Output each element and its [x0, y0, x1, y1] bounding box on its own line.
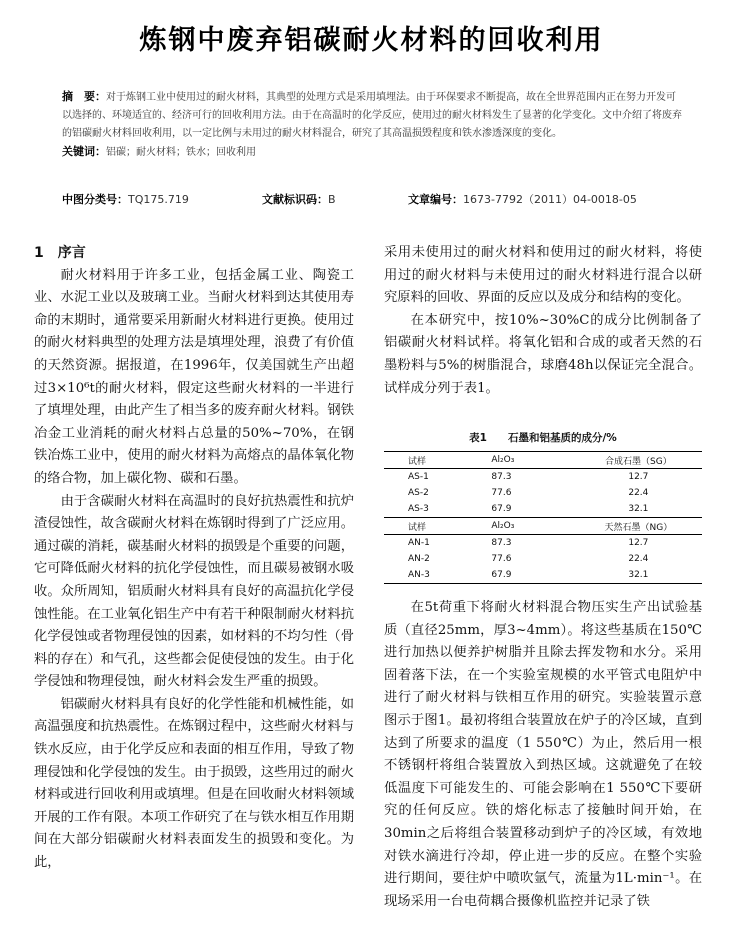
- header-cell: 合成石墨（SG）: [575, 452, 702, 469]
- table-cell: AS-2: [408, 488, 429, 498]
- table-cell: 67.9: [491, 504, 512, 514]
- header-cell: 天然石墨（NG）: [575, 518, 702, 535]
- table-cell: 77.6: [491, 488, 512, 498]
- keywords-label: 关键词：: [62, 145, 106, 158]
- table-row: [384, 485, 702, 501]
- table-row: [384, 535, 702, 552]
- table-cell: 12.7: [628, 538, 649, 548]
- table-cell: AS-1: [408, 472, 429, 482]
- table: [384, 451, 702, 584]
- table-cell: AN-2: [408, 554, 430, 564]
- table-row: [384, 469, 702, 486]
- doc-code-value: B: [328, 193, 336, 206]
- paper-title: 炼钢中废弃铝碳耐火材料的回收利用: [139, 25, 604, 56]
- table-row: [384, 551, 702, 567]
- table-cell: 22.4: [628, 488, 649, 498]
- article-id-label: 文章编号：: [408, 193, 463, 206]
- table-cell: 77.6: [491, 554, 512, 564]
- abstract-block: [62, 88, 682, 162]
- clc-value: TQ175.719: [128, 193, 189, 206]
- composition-table: [384, 430, 702, 584]
- paragraph: 在本研究中，按10%~30%C的成分比例制备了铝碳耐火材料试样。将氧化铝和合成的或者天然的石墨粉料与5%的树脂混合，球磨48h以保证完全混合。试样成分列于表1。: [384, 312, 702, 396]
- table-cell: 87.3: [491, 472, 512, 482]
- right-column-top: [384, 242, 702, 400]
- table-cell: 12.7: [628, 472, 649, 482]
- right-column-bottom: [384, 597, 702, 913]
- section-heading: 1 序言: [34, 245, 86, 261]
- paragraph: 由于含碳耐火材料在高温时的良好抗热震性和抗炉渣侵蚀性，故含碳耐火材料在炼钢时得到了广泛应用。通过碳的消耗，碳基耐火材料的损毁是个重要的问题，它可降低耐火材料的抗化学侵蚀性，而且碳易被钢水吸收。众所周知，铝质耐火材料具有良好的高温抗化学侵蚀性能。在工业氧化铝生产中有若干种限制耐火材料抗化学侵蚀或者物理侵蚀的因素，如材料的不均匀性（骨料的存在）和气孔，这些都会促使侵蚀的发生。由于化学侵蚀和物理侵蚀，耐火材料会发生严重的损毁。: [34, 493, 354, 690]
- table-caption: 表1 石墨和铝基质的成分/%: [469, 432, 617, 444]
- keywords-text: 铝碳；耐火材料；铁水；回收利用: [106, 147, 256, 158]
- clc-label: 中图分类号：: [62, 193, 128, 206]
- article-id-value: 1673-7792（2011）04-0018-05: [463, 193, 637, 206]
- table-cell: 67.9: [479, 567, 574, 584]
- table-row: [384, 567, 702, 584]
- table-row: [384, 501, 702, 518]
- table-header-row: [384, 452, 702, 469]
- abstract-label: 摘 要：: [62, 90, 106, 103]
- paragraph: 采用未使用过的耐火材料和使用过的耐火材料，将使用过的耐火材料与未使用过的耐火材料进行混合以研究原料的回收、界面的反应以及成分和结构的变化。: [384, 245, 702, 306]
- paragraph: 在5t荷重下将耐火材料混合物压实生产出试验基质（直径25mm，厚3~4mm）。将这些基质在150℃进行加热以便养护树脂并且除去挥发物和水分。采用固着落下法，在一个实验室规模的水平管式电阻炉中进行了耐火材料与铁相互作用的研究。实验装置示意图示于图1。最初将组合装置放在炉子的冷区域，直到达到了所要求的温度（1 550℃）为止，然后用一根不锈钢杆将组合装置放入到热区域。这就避免了在较低温度下可能发生的、可能会影响在1 550℃下要研究的任何反应。铁的熔化标志了接触时间开始，在30min之后将组合装置移动到炉子的冷区域，有效地对铁水滴进行冷却，停止进一步的反应。在整个实验进行期间，要往炉中喷吹氩气，流量为1L·min⁻¹。在现场采用一台电荷耦合摄像机监控并记录了铁: [384, 600, 702, 909]
- left-column: [34, 242, 354, 875]
- header-cell: Al₂O₃: [479, 518, 574, 535]
- table-cell: AN-1: [408, 538, 430, 548]
- header-cell: Al₂O₃: [479, 452, 574, 469]
- doc-code-label: 文献标识码：: [262, 193, 328, 206]
- paragraph: 铝碳耐火材料具有良好的化学性能和机械性能，如高温强度和抗热震性。在炼钢过程中，这些耐火材料与铁水反应，由于化学反应和表面的相互作用，导致了物理侵蚀和化学侵蚀的发生。由于损毁，这些用过的耐火材料或进行回收利用或填埋。但是在回收耐火材料领域开展的工作有限。本项工作研究了在与铁水相互作用期间在大部分铝碳耐火材料表面发生的损毁和变化。为此，: [34, 696, 354, 871]
- table-cell: 32.1: [628, 504, 649, 514]
- abstract-text: 对于炼钢工业中使用过的耐火材料，其典型的处理方式是采用填埋法。由于环保要求不断提高，故在全世界范围内正在努力开发可以选择的、环境适宜的、经济可行的回收利用方法。由于在高温时的化学反应，使用过的耐火材料发生了显著的化学变化。文中介绍了将废弃的铝碳耐火材料回收利用，以一定比例与未用过的耐火材料混合，研究了其高温损毁程度和铁水渗透深度的变化。: [62, 92, 682, 139]
- table-cell: AS-3: [408, 504, 429, 514]
- header-cell: 试样: [384, 452, 479, 469]
- paragraph: 耐火材料用于许多工业，包括金属工业、陶瓷工业、水泥工业以及玻璃工业。当耐火材料到达其使用寿命的末期时，通常要采用新耐火材料进行更换。使用过的耐火材料典型的处理方法是填埋处理，浪费了有价值的天然资源。据报道，在1996年，仅美国就生产出超过3×10⁶t的耐火材料，假定这些耐火材料的一半进行了填埋处理，由此产生了相当多的废弃耐火材料。钢铁冶金工业消耗的耐火材料占总量的50%~70%，在钢铁冶炼工业中，使用的耐火材料为高熔点的晶体氧化物的络合物，加上碳化物、碳和石墨。: [34, 267, 354, 486]
- table-cell: 32.1: [575, 567, 702, 584]
- table-cell: 22.4: [628, 554, 649, 564]
- header-cell: 试样: [384, 518, 479, 535]
- table-cell: 87.3: [491, 538, 512, 548]
- table-subheader-row: [384, 518, 702, 535]
- table-cell: AN-3: [384, 567, 479, 584]
